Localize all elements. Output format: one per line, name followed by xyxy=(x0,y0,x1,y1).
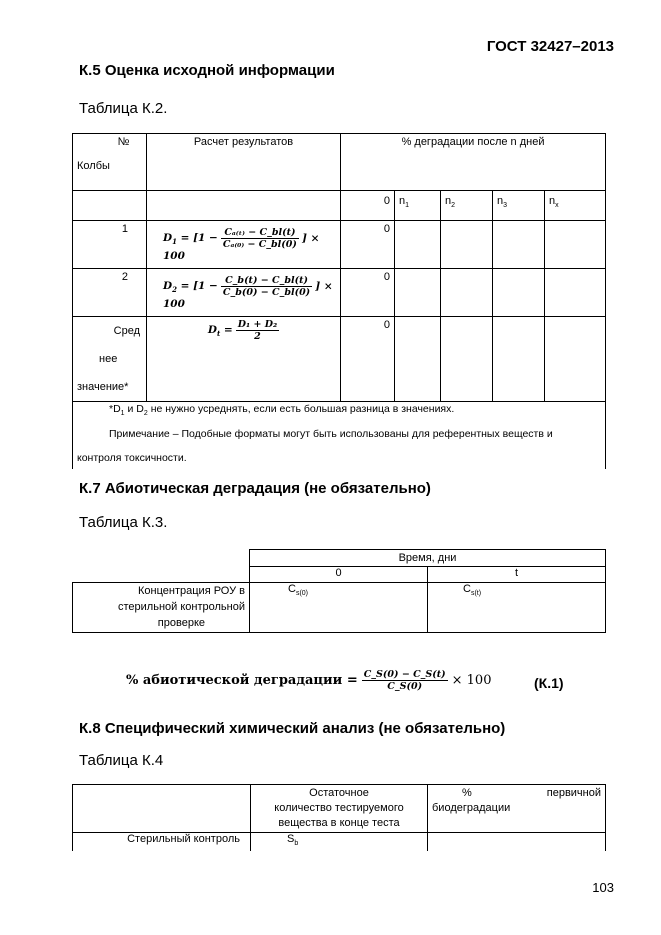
cell-sb: $S_b$ xyxy=(251,833,428,851)
day-n1: $n_1$ xyxy=(395,191,441,221)
cell-cs0: $C_{s(0)}$ xyxy=(250,583,428,633)
cell-day0: 0 xyxy=(341,317,395,402)
day-nx: $n_x$ xyxy=(545,191,606,221)
flask-number-header: № Колбы xyxy=(73,134,147,191)
day-0: 0 xyxy=(341,191,395,221)
row-label-2: 2 xyxy=(73,269,147,317)
table-header-row xyxy=(73,785,606,833)
cell-day0: 0 xyxy=(341,221,395,269)
time-col-t: t xyxy=(428,567,606,583)
cell-cst: $C_{s(t)}$ xyxy=(428,583,606,633)
time-col-0: 0 xyxy=(250,567,428,583)
section-title-k8: К.8 Специфический химический анализ (не обязательно) xyxy=(79,720,506,737)
table-k2 xyxy=(72,133,606,469)
formula-d2: $D_2 = [1$ − $\frac{C\_b(t) - C\_bl(t)}{C\_b(0) - C\_bl(0)}$ ] × 100 xyxy=(147,269,341,317)
table-header-row xyxy=(73,134,606,191)
days-row xyxy=(73,191,606,221)
residual-amount-header: Остаточное количество тестируемого вещества в конце теста xyxy=(251,785,428,833)
table-k4 xyxy=(72,784,606,851)
table-caption-k4: Таблица К.4 xyxy=(79,752,164,769)
table-header-row xyxy=(73,550,606,567)
row-label-1: 1 xyxy=(73,221,147,269)
row-label-concentration: Концентрация РОУ в стерильной контрольной проверке xyxy=(73,583,250,633)
notes-row xyxy=(73,402,606,470)
table-caption-k2: Таблица К.2. xyxy=(79,100,168,117)
day-n3: $n_3$ xyxy=(493,191,545,221)
row-label-sterile-control: Стерильный контроль xyxy=(73,833,251,851)
section-title-k5: К.5 Оценка исходной информации xyxy=(79,62,335,79)
formula-k1: % абиотической деградации = $\frac{C\_S(0) - C\_S(t)}{C\_S(0)}$ × 100 xyxy=(126,669,492,692)
cell-day0: 0 xyxy=(341,269,395,317)
table-row xyxy=(73,221,606,269)
table-k3 xyxy=(72,549,606,633)
page-number: 103 xyxy=(592,880,614,895)
time-columns-row xyxy=(73,567,606,583)
formula-d1: $D_1 = [1$ − $\frac{\text{Cₐ₍ₜ₎ − C\_bl(t)}}{\text{Cₐ₍₀₎ − C\_bl(0)}}$ ] × 100 xyxy=(147,221,341,269)
formula-label-k1: (К.1) xyxy=(534,675,564,691)
table-notes: $*D_1$ и $D_2$ не нужно усреднять, если есть большая разница в значениях. Примечание – Подобные форматы могут быть использованы для референтных веществ и контроля токсичности. xyxy=(73,402,606,470)
table-row xyxy=(73,583,606,633)
formula-mean: $D_t$ = $\frac{\text{D₁ + D₂}}{2}$ xyxy=(147,317,341,402)
primary-biodegradation-header: % первичной биодеградации xyxy=(428,785,606,833)
document-header: ГОСТ 32427–2013 xyxy=(486,38,614,55)
row-label-mean: Сред нее значение* xyxy=(73,317,147,402)
table-row xyxy=(73,269,606,317)
calc-header: Расчет результатов xyxy=(147,134,341,191)
degradation-header: % деградации после n дней xyxy=(341,134,606,191)
time-header: Время, дни xyxy=(250,550,606,567)
table-caption-k3: Таблица К.3. xyxy=(79,514,168,531)
table-row xyxy=(73,833,606,851)
table-row xyxy=(73,317,606,402)
section-title-k7: К.7 Абиотическая деградация (не обязательно) xyxy=(79,480,431,497)
day-n2: $n_2$ xyxy=(441,191,493,221)
